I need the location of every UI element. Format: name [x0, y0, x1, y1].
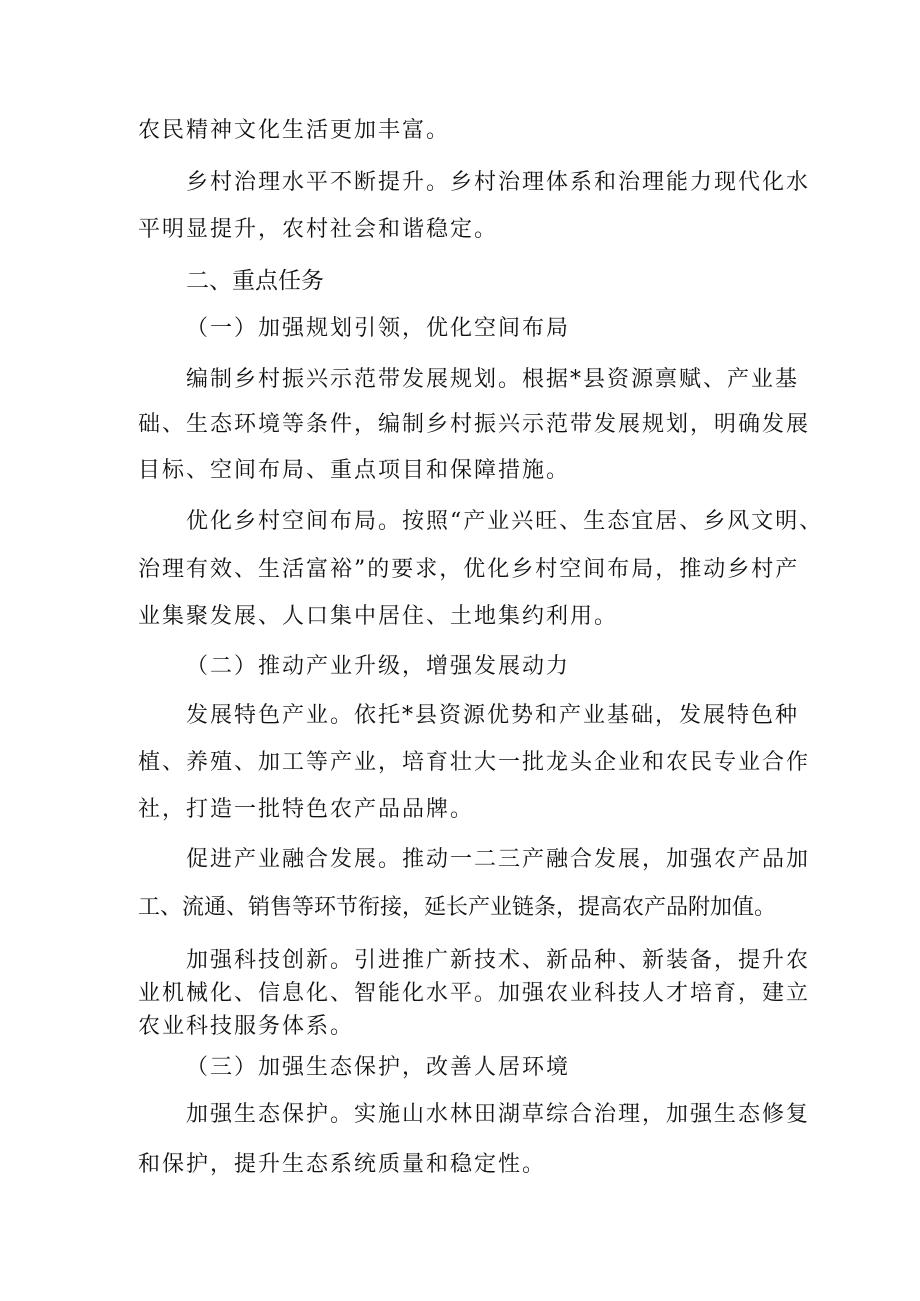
subheading-planning: （一）加强规划引领，优化空间布局 — [186, 316, 571, 341]
paragraph-layout-line-1: 优化乡村空间布局。按照“产业兴旺、生态宜居、乡风文明、 — [186, 509, 824, 534]
paragraph-integration-line-2: 工、流通、销售等环节衔接，延长产业链条，提高农产品附加值。 — [138, 895, 777, 920]
paragraph-ecology-line-1: 加强生态保护。实施山水林田湖草综合治理，加强生态修复 — [186, 1102, 811, 1127]
paragraph-ecology-line-2: 和保护，提升生态系统质量和稳定性。 — [138, 1152, 547, 1177]
paragraph-village-governance-line-2: 平明显提升，农村社会和谐稳定。 — [138, 217, 499, 242]
paragraph-special-industry-line-2: 植、养殖、加工等产业，培育壮大一批龙头企业和农民专业合作 — [138, 750, 811, 775]
paragraph-tech-line-3: 农业科技服务体系。 — [138, 1014, 355, 1039]
text-line-1: 农民精神文化生活更加丰富。 — [138, 118, 451, 143]
paragraph-integration-line-1: 促进产业融合发展。推动一二三产融合发展，加强农产品加 — [186, 847, 811, 872]
subheading-industry: （二）推动产业升级，增强发展动力 — [186, 654, 571, 679]
paragraph-plan-line-3: 目标、空间布局、重点项目和保障措施。 — [138, 458, 571, 483]
section-heading-key-tasks: 二、重点任务 — [186, 268, 324, 294]
paragraph-layout-line-3: 业集聚发展、人口集中居住、土地集约利用。 — [138, 604, 619, 629]
paragraph-plan-line-2: 础、生态环境等条件，编制乡村振兴示范带发展规划，明确发展 — [138, 412, 811, 437]
paragraph-layout-line-2: 治理有效、生活富裕”的要求，优化乡村空间布局，推动乡村产 — [138, 557, 800, 582]
paragraph-tech-line-2: 业机械化、信息化、智能化水平。加强农业科技人才培育，建立 — [138, 981, 811, 1006]
paragraph-plan-line-1: 编制乡村振兴示范带发展规划。根据*县资源禀赋、产业基 — [186, 367, 800, 392]
paragraph-village-governance-line-1: 乡村治理水平不断提升。乡村治理体系和治理能力现代化水 — [186, 170, 811, 195]
paragraph-special-industry-line-1: 发展特色产业。依托*县资源优势和产业基础，发展特色种 — [186, 703, 800, 728]
subheading-ecology: （三）加强生态保护，改善人居环境 — [186, 1055, 571, 1080]
paragraph-special-industry-line-3: 社，打造一批特色农产品品牌。 — [138, 797, 475, 822]
paragraph-tech-line-1: 加强科技创新。引进推广新技术、新品种、新装备，提升农 — [186, 948, 811, 973]
